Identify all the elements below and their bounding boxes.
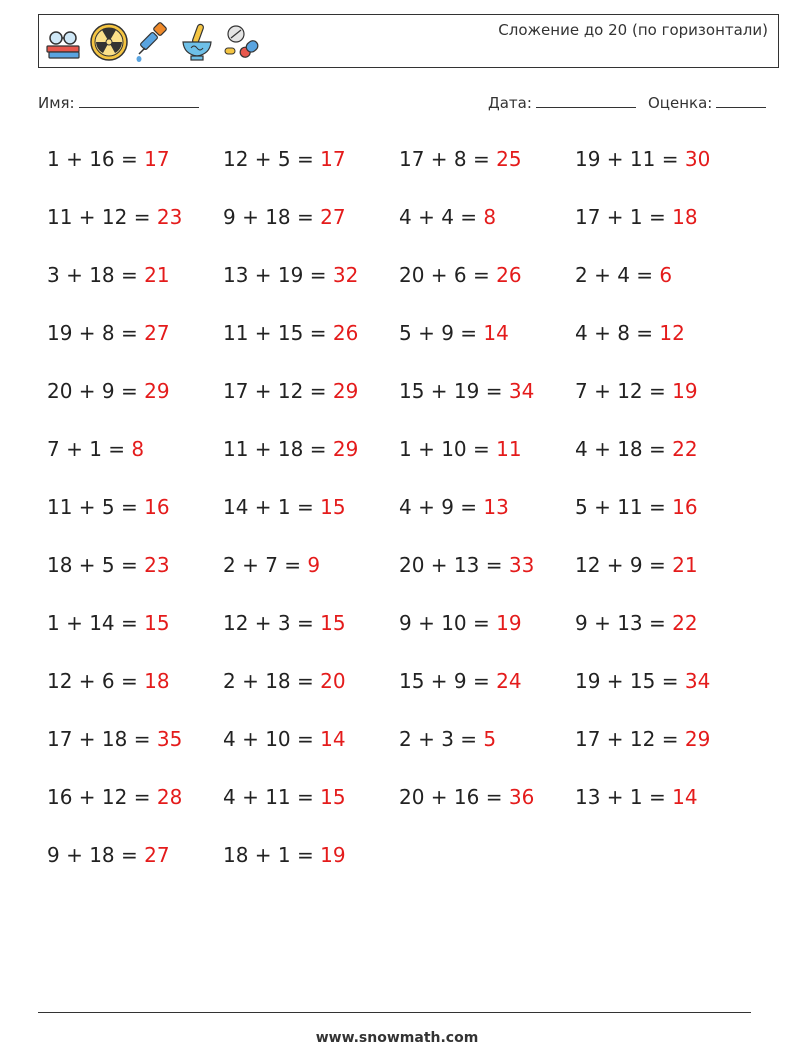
problem-item <box>399 433 522 465</box>
problem-item <box>47 549 170 581</box>
problem-item <box>47 607 170 639</box>
problem-answer: 27 <box>320 205 346 229</box>
problem-answer: 12 <box>659 321 685 345</box>
problem-question: 7 + 1 = <box>47 437 132 461</box>
problem-item <box>47 317 170 349</box>
problem-item <box>575 723 710 755</box>
problem-question: 4 + 4 = <box>399 205 484 229</box>
problem-question: 9 + 13 = <box>575 611 673 635</box>
problem-item <box>399 781 534 813</box>
problem-answer: 33 <box>508 553 535 577</box>
worksheet-title: Сложение до 20 (по горизонтали) <box>498 21 768 39</box>
problem-answer: 23 <box>156 205 183 229</box>
problem-item <box>223 433 358 465</box>
problem-question: 1 + 14 = <box>47 611 145 635</box>
problem-question: 11 + 15 = <box>223 321 333 345</box>
problem-answer: 11 <box>496 437 522 461</box>
problem-answer: 28 <box>156 785 183 809</box>
problem-item <box>223 259 358 291</box>
problem-item <box>399 317 509 349</box>
problem-answer: 27 <box>144 321 170 345</box>
problem-question: 20 + 6 = <box>399 263 497 287</box>
score-field <box>648 94 766 112</box>
problem-question: 1 + 16 = <box>47 147 145 171</box>
problem-question: 16 + 12 = <box>47 785 157 809</box>
problem-item <box>575 317 685 349</box>
problem-question: 15 + 9 = <box>399 669 497 693</box>
problem-question: 5 + 11 = <box>575 495 673 519</box>
problem-item <box>47 201 182 233</box>
score-label: Оценка: <box>648 94 713 112</box>
problem-item <box>223 839 346 871</box>
problem-answer: 15 <box>144 611 170 635</box>
problem-item <box>47 781 182 813</box>
problem-item <box>223 607 346 639</box>
problem-answer: 17 <box>320 147 346 171</box>
problem-question: 17 + 1 = <box>575 205 673 229</box>
problem-answer: 21 <box>672 553 698 577</box>
problem-item <box>223 201 346 233</box>
problem-question: 9 + 10 = <box>399 611 497 635</box>
problem-question: 12 + 5 = <box>223 147 321 171</box>
problem-question: 4 + 18 = <box>575 437 673 461</box>
problem-answer: 14 <box>483 321 509 345</box>
problem-question: 17 + 18 = <box>47 727 157 751</box>
problem-question: 17 + 12 = <box>223 379 333 403</box>
problem-question: 13 + 1 = <box>575 785 673 809</box>
problem-answer: 6 <box>659 263 673 287</box>
problem-item <box>575 375 698 407</box>
problem-question: 17 + 8 = <box>399 147 497 171</box>
problem-item <box>399 143 522 175</box>
problem-question: 20 + 13 = <box>399 553 509 577</box>
problem-item <box>47 375 170 407</box>
problem-question: 12 + 9 = <box>575 553 673 577</box>
problem-question: 9 + 18 = <box>223 205 321 229</box>
problem-answer: 26 <box>496 263 522 287</box>
problem-answer: 15 <box>320 785 346 809</box>
problem-answer: 19 <box>496 611 522 635</box>
problem-question: 4 + 9 = <box>399 495 484 519</box>
problem-answer: 27 <box>144 843 170 867</box>
problem-answer: 26 <box>332 321 359 345</box>
problem-answer: 29 <box>144 379 170 403</box>
problem-question: 12 + 6 = <box>47 669 145 693</box>
problem-answer: 21 <box>144 263 170 287</box>
problem-answer: 18 <box>672 205 698 229</box>
problem-answer: 24 <box>496 669 522 693</box>
problem-question: 2 + 4 = <box>575 263 660 287</box>
problem-answer: 15 <box>320 495 346 519</box>
problem-question: 17 + 12 = <box>575 727 685 751</box>
problem-item <box>223 781 346 813</box>
problem-question: 3 + 18 = <box>47 263 145 287</box>
problem-item <box>575 665 710 697</box>
problem-answer: 34 <box>684 669 711 693</box>
problem-item <box>575 201 698 233</box>
problem-item <box>223 317 358 349</box>
problem-answer: 30 <box>684 147 711 171</box>
problem-item <box>47 491 170 523</box>
problem-item <box>399 723 496 755</box>
problem-item <box>223 549 320 581</box>
problem-item <box>223 375 358 407</box>
problem-question: 11 + 18 = <box>223 437 333 461</box>
problem-question: 19 + 8 = <box>47 321 145 345</box>
name-label: Имя: <box>38 94 75 112</box>
problem-answer: 36 <box>508 785 535 809</box>
problem-question: 18 + 1 = <box>223 843 321 867</box>
header-box <box>38 14 779 68</box>
books-glasses-icon <box>43 24 83 60</box>
date-field <box>488 94 636 112</box>
problem-answer: 29 <box>332 437 359 461</box>
problem-question: 14 + 1 = <box>223 495 321 519</box>
problem-answer: 22 <box>672 611 698 635</box>
problem-question: 2 + 18 = <box>223 669 321 693</box>
problem-item <box>47 433 144 465</box>
problem-question: 19 + 11 = <box>575 147 685 171</box>
problem-question: 11 + 12 = <box>47 205 157 229</box>
radiation-icon <box>89 22 129 62</box>
problem-question: 5 + 9 = <box>399 321 484 345</box>
name-field <box>38 94 199 112</box>
problem-question: 19 + 15 = <box>575 669 685 693</box>
date-label: Дата: <box>488 94 532 112</box>
problem-answer: 8 <box>131 437 145 461</box>
problem-item <box>399 549 534 581</box>
footer-url[interactable]: www.snowmath.com <box>315 1030 479 1046</box>
problem-answer: 9 <box>307 553 321 577</box>
problem-question: 20 + 16 = <box>399 785 509 809</box>
problem-answer: 32 <box>332 263 359 287</box>
problem-item <box>47 723 182 755</box>
problem-item <box>575 781 698 813</box>
problem-item <box>399 259 522 291</box>
problem-item <box>399 607 522 639</box>
problem-answer: 19 <box>672 379 698 403</box>
problem-question: 18 + 5 = <box>47 553 145 577</box>
problem-question: 4 + 8 = <box>575 321 660 345</box>
problem-question: 11 + 5 = <box>47 495 145 519</box>
problem-question: 20 + 9 = <box>47 379 145 403</box>
problem-answer: 35 <box>156 727 183 751</box>
problem-answer: 19 <box>320 843 346 867</box>
problem-answer: 15 <box>320 611 346 635</box>
problem-question: 12 + 3 = <box>223 611 321 635</box>
problem-item <box>47 259 170 291</box>
problem-question: 2 + 7 = <box>223 553 308 577</box>
problem-item <box>47 839 170 871</box>
problem-answer: 34 <box>508 379 535 403</box>
problem-question: 4 + 10 = <box>223 727 321 751</box>
problem-question: 15 + 19 = <box>399 379 509 403</box>
problem-question: 9 + 18 = <box>47 843 145 867</box>
problem-item <box>575 259 672 291</box>
score-blank[interactable] <box>716 94 766 108</box>
problem-answer: 16 <box>144 495 170 519</box>
problem-question: 4 + 11 = <box>223 785 321 809</box>
problem-item <box>223 143 346 175</box>
pills-icon <box>223 22 263 62</box>
date-blank[interactable] <box>536 94 636 108</box>
problem-answer: 29 <box>332 379 359 403</box>
problem-answer: 18 <box>144 669 170 693</box>
problem-question: 7 + 12 = <box>575 379 673 403</box>
footer-divider <box>38 1012 751 1013</box>
problem-item <box>223 491 346 523</box>
problem-answer: 20 <box>320 669 346 693</box>
problem-answer: 17 <box>144 147 170 171</box>
problem-answer: 23 <box>144 553 170 577</box>
mortar-pestle-icon <box>177 22 217 62</box>
problem-item <box>575 433 698 465</box>
problem-answer: 29 <box>684 727 711 751</box>
problem-item <box>223 665 346 697</box>
problem-answer: 16 <box>672 495 698 519</box>
problem-item <box>575 491 698 523</box>
problem-item <box>575 607 698 639</box>
problem-item <box>47 143 170 175</box>
problem-item <box>399 201 496 233</box>
problem-answer: 22 <box>672 437 698 461</box>
header-icons <box>43 19 263 65</box>
problem-item <box>575 143 710 175</box>
problem-answer: 13 <box>483 495 509 519</box>
dropper-icon <box>135 22 171 62</box>
problem-answer: 14 <box>672 785 698 809</box>
problem-item <box>223 723 346 755</box>
problem-question: 13 + 19 = <box>223 263 333 287</box>
problem-item <box>575 549 698 581</box>
problem-answer: 14 <box>320 727 346 751</box>
problem-item <box>399 375 534 407</box>
problem-item <box>399 665 522 697</box>
problem-item <box>47 665 170 697</box>
problem-item <box>399 491 509 523</box>
problem-answer: 25 <box>496 147 522 171</box>
problem-answer: 8 <box>483 205 497 229</box>
problem-question: 1 + 10 = <box>399 437 497 461</box>
name-blank[interactable] <box>79 94 199 108</box>
problem-question: 2 + 3 = <box>399 727 484 751</box>
problem-answer: 5 <box>483 727 497 751</box>
